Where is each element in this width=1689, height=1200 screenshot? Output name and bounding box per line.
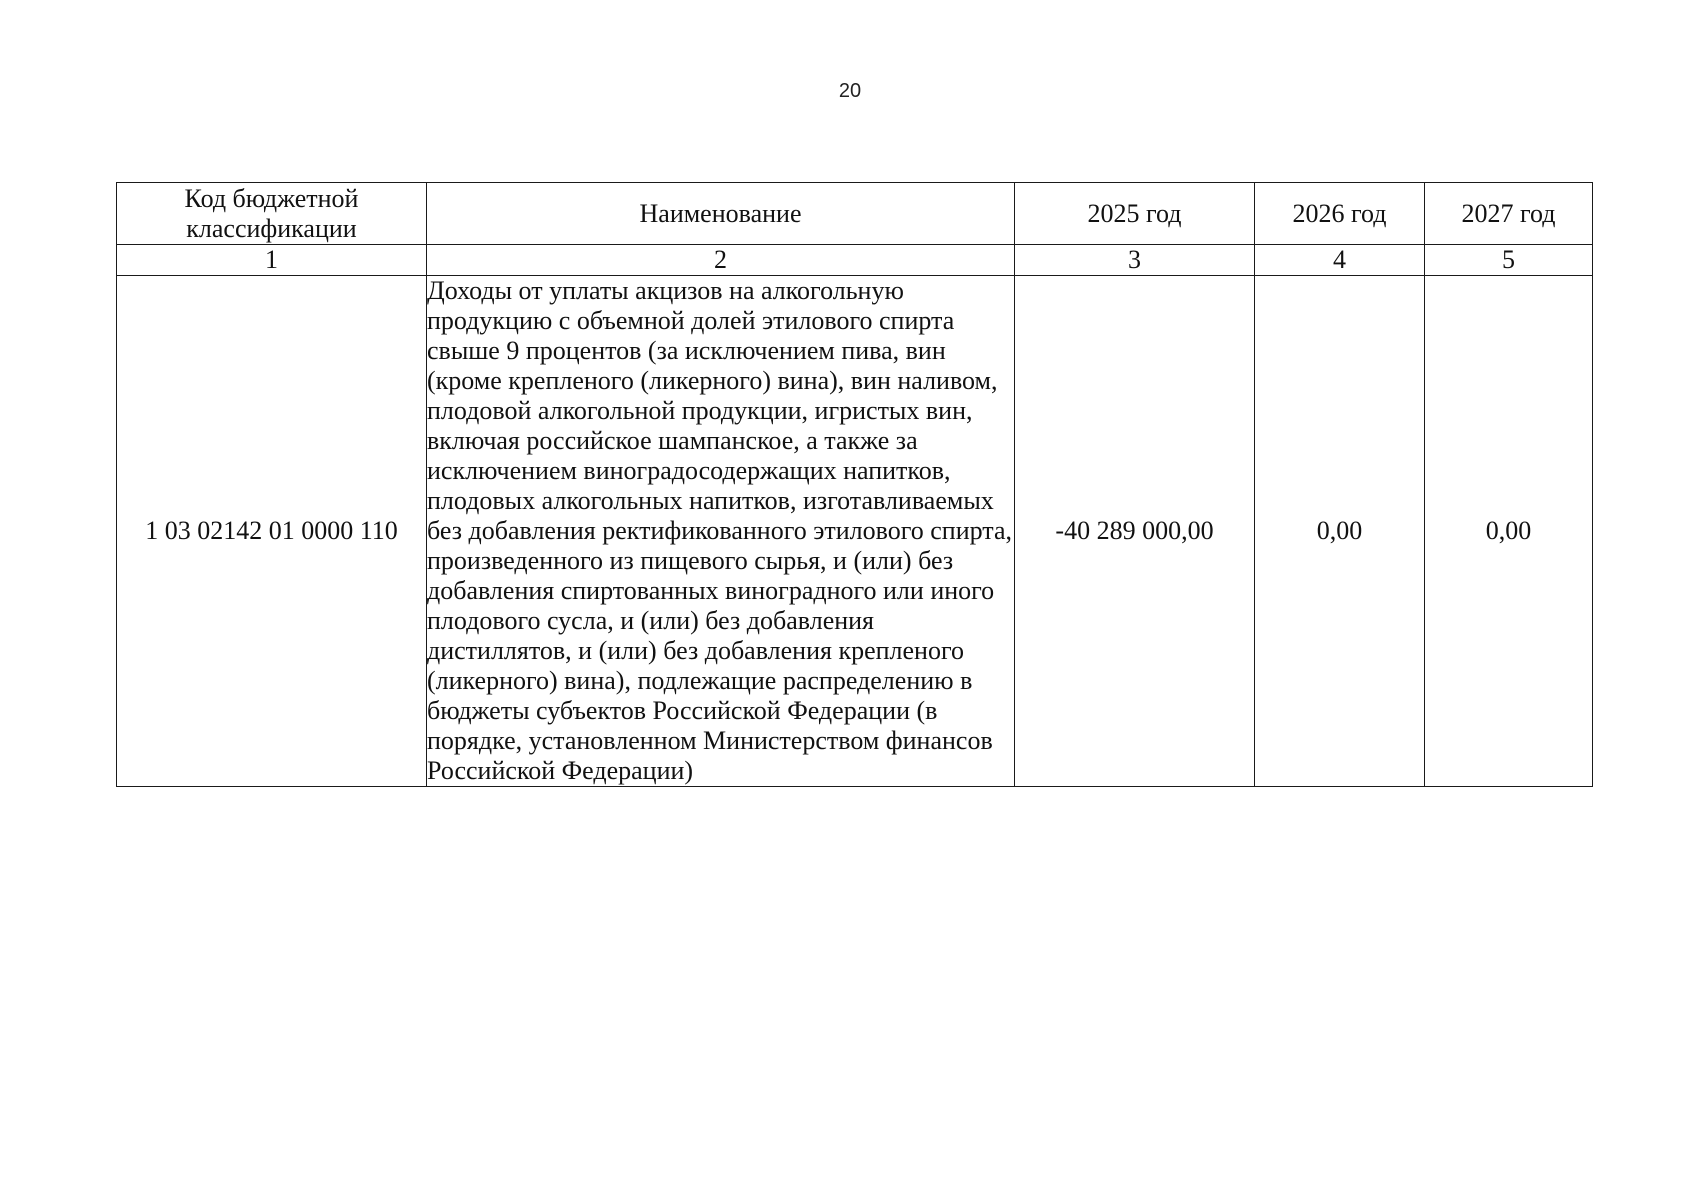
column-number-1: 1: [117, 245, 427, 276]
table-row: [117, 276, 1593, 787]
header-2027: 2027 год: [1425, 183, 1593, 245]
header-2026: 2026 год: [1255, 183, 1425, 245]
header-name: Наименование: [427, 183, 1015, 245]
column-number-row: [117, 245, 1593, 276]
header-2025: 2025 год: [1015, 183, 1255, 245]
column-number-3: 3: [1015, 245, 1255, 276]
header-code: Код бюджетной классификации: [117, 183, 427, 245]
value-2027-cell: 0,00: [1425, 276, 1593, 787]
column-number-2: 2: [427, 245, 1015, 276]
page-number: 20: [838, 80, 862, 102]
column-number-5: 5: [1425, 245, 1593, 276]
header-row: [117, 183, 1593, 245]
value-2025-cell: -40 289 000,00: [1015, 276, 1255, 787]
value-2026-cell: 0,00: [1255, 276, 1425, 787]
column-number-4: 4: [1255, 245, 1425, 276]
income-name-cell: Доходы от уплаты акцизов на алкогольную продукцию с объемной долей этилового спирта свыше 9 процентов (за исключением пива, вин (кроме крепленого (ликерного) вина), вин наливом, плодовой алкогольной продукции, игристых вин, включая российское шампанское, а также за исключением виноградосодержащих напитков, плодовых алкогольных напитков, изготавливаемых без добавления ректификованного этилового спирта, произведенного из пищевого сырья, и (или) без добавления спиртованных виноградного или иного плодового сусла, и (или) без добавления дистиллятов, и (или) без добавления крепленого (ликерного) вина), подлежащие распределению в бюджеты субъектов Российской Федерации (в порядке, установленном Министерством финансов Российской Федерации): [427, 276, 1015, 787]
budget-code-cell: 1 03 02142 01 0000 110: [117, 276, 427, 787]
budget-table: [116, 182, 1593, 787]
